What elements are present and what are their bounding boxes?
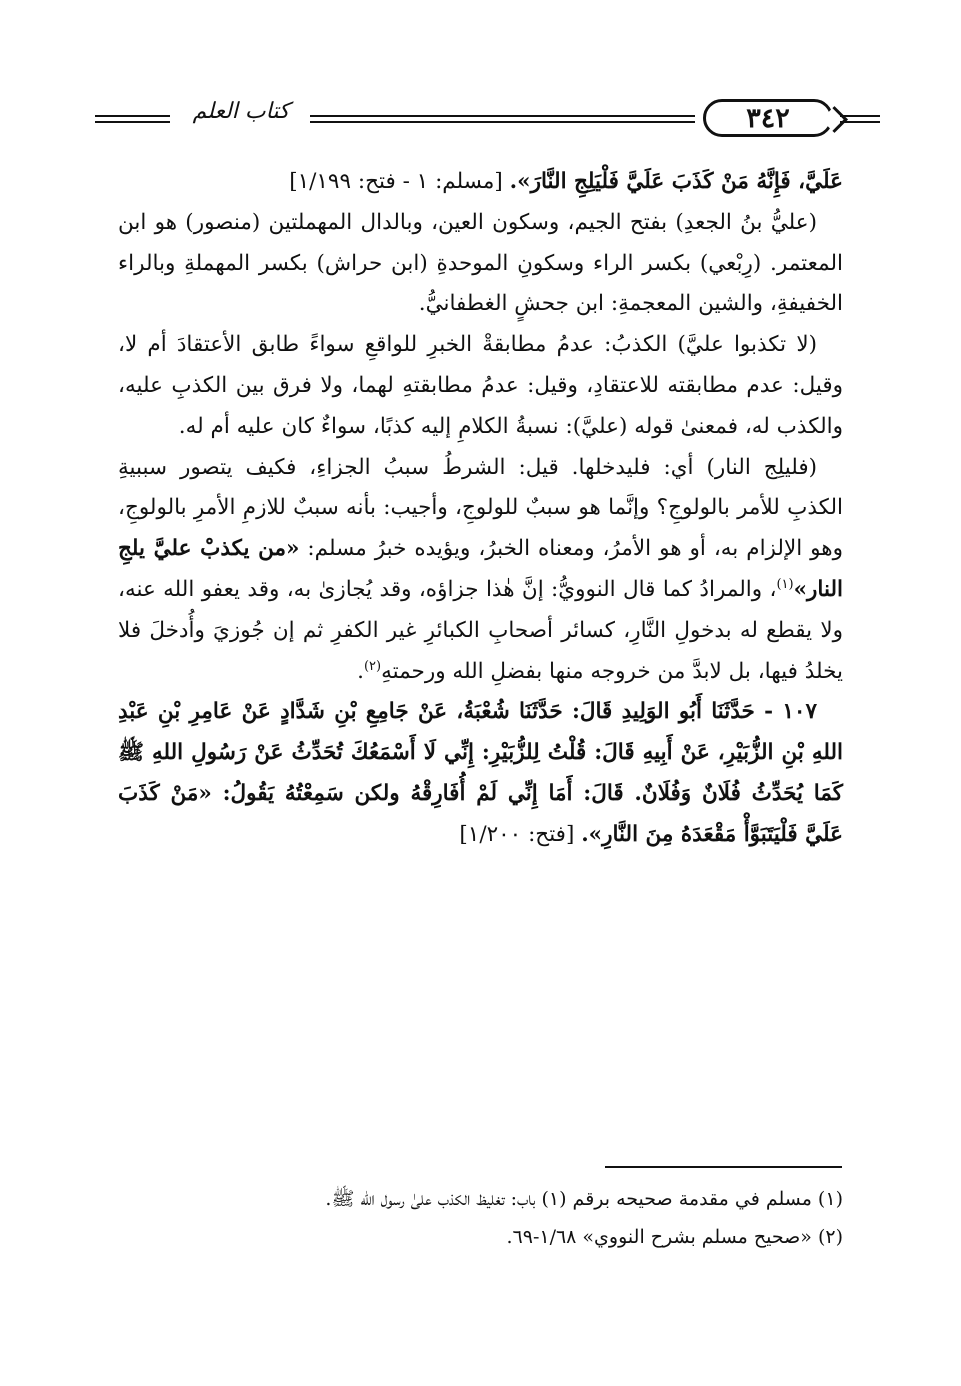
header-rule-middle: [310, 115, 695, 123]
source-reference: [فتح: ١/٢٠٠]: [459, 821, 582, 847]
footnote-separator: [605, 1166, 842, 1168]
footnote-1: (١) مسلم في مقدمة صحيحه برقم (١) باب: تغليظ الكذب علىٰ رسول الله ﷺ.: [325, 1188, 843, 1210]
footnote-ref-1: (١): [776, 576, 794, 592]
page-header: [95, 93, 855, 145]
page-number: ٣٤٢: [746, 103, 790, 134]
hadith-text: ١٠٧ - حَدَّثَنَا أَبُو الوَلِيدِ قَالَ: حَدَّثَنَا شُعْبَةُ، عَنْ جَامِعِ بْنِ شَدَّادٍ عَنْ عَامِرِ بْنِ عَبْدِ اللهِ بْنِ الزُّبَيْرِ، عَنْ أَبِيهِ قَالَ: قُلْتُ لِلزُّبَيْرِ: إِنِّي لَا أَسْمَعُكَ تُحَدِّثُ عَنْ رَسُولِ اللهِ ﷺ كَمَا يُحَدِّثُ فُلَانٌ وَفُلَانٌ. قَالَ: أَمَا إِنِّي لَمْ أُفَارِقْهُ ولكن سَمِعْتُهُ يَقُولُ: «مَنْ كَذَبَ عَلَيَّ فَلْيَتَبَوَّأْ مَقْعَدَهُ مِنَ النَّارِ».: [118, 699, 843, 847]
paragraph-hadith-107: [118, 692, 843, 855]
commentary-text: ، والمرادُ كما قال النوويُّ: إنَّ هٰذا جزاؤه، وقد يُجازىٰ به، وقد يعفو الله عنه، ولا يقطع له بدخولِ النَّارِ، كسائر أصحابِ الكبائرِ غير الكفرِ ثم إن جُوزيَ وأُدخلَ فلا يخلدُ فيها، بل لابدَّ من خروجه منها بفضلِ الله ورحمتهِ: [118, 576, 843, 684]
paragraph-hadith-end: [118, 162, 843, 203]
book-title: كتاب العلم: [192, 99, 290, 124]
paragraph-lying-definition: (لا تكذبوا عليَّ) الكذبُ: عدمُ مطابقةْ الخبرِ للواقعِ سواءً طابق الأعتقادَ أم لا، وقيل: عدم مطابقته للاعتقادِ، وقيل: عدمُ مطابقتهِ لهما، ولا فرق بين الكذبِ عليه، والكذب له، فمعنىٰ قوله (عليَّ): نسبةُ الكلامِ إليه كذبًا، سواءٌ كان عليه أم له.: [118, 332, 843, 439]
hadith-text: عَلَيَّ، فَإِنَّهُ مَنْ كَذَبَ عَلَيَّ فَلْيَلِجِ النَّارَ».: [509, 169, 843, 194]
paragraph-narrators: (عليُّ بنُ الجعدِ) بفتح الجيم، وسكون العين، وبالدال المهملتين (منصور) هو ابن المعتمر. (رِبْعي) بكسر الراء وسكونِ الموحدةِ (ابن حراش) بكسر المهملةِ وبالراء الخفيفةِ، والشين المعجمةِ: ابن جحشٍ الغطفانيُّ.: [118, 209, 843, 317]
source-reference: [مسلم: ١ - فتح: ١/١٩٩]: [289, 169, 510, 194]
page-number-badge: [703, 99, 833, 137]
footnotes: [118, 1180, 843, 1256]
paragraph-entering-fire: [118, 448, 843, 693]
sentence-end: .: [357, 658, 364, 684]
header-rule-right: [840, 115, 880, 123]
header-rule-left: [95, 115, 170, 123]
footnote-2: (٢) «صحيح مسلم بشرح النووي» ١/٦٨-٦٩.: [506, 1226, 843, 1248]
page-body: [118, 162, 843, 856]
commentary-text: (فليلِج النار) أي: فليدخلها. قيل: الشرطُ سببُ الجزاءِ، فكيف يتصور سببيةِ الكذبِ للأمر بالولوجِ؟ وإنَّما هو سببٌ للولوجِ، وأجيب: بأنه سببٌ للازمِ الأمرِ بالولوجِ، وهو الإلزام به، أو هو الأمرُ، ومعناه الخبرُ، ويؤيده خبرُ مسلم:: [118, 454, 843, 562]
footnote-ref-2: (٢): [363, 658, 382, 674]
hadith-quote: «من يكذبْ عليَّ يلجِ النار»: [118, 536, 843, 602]
